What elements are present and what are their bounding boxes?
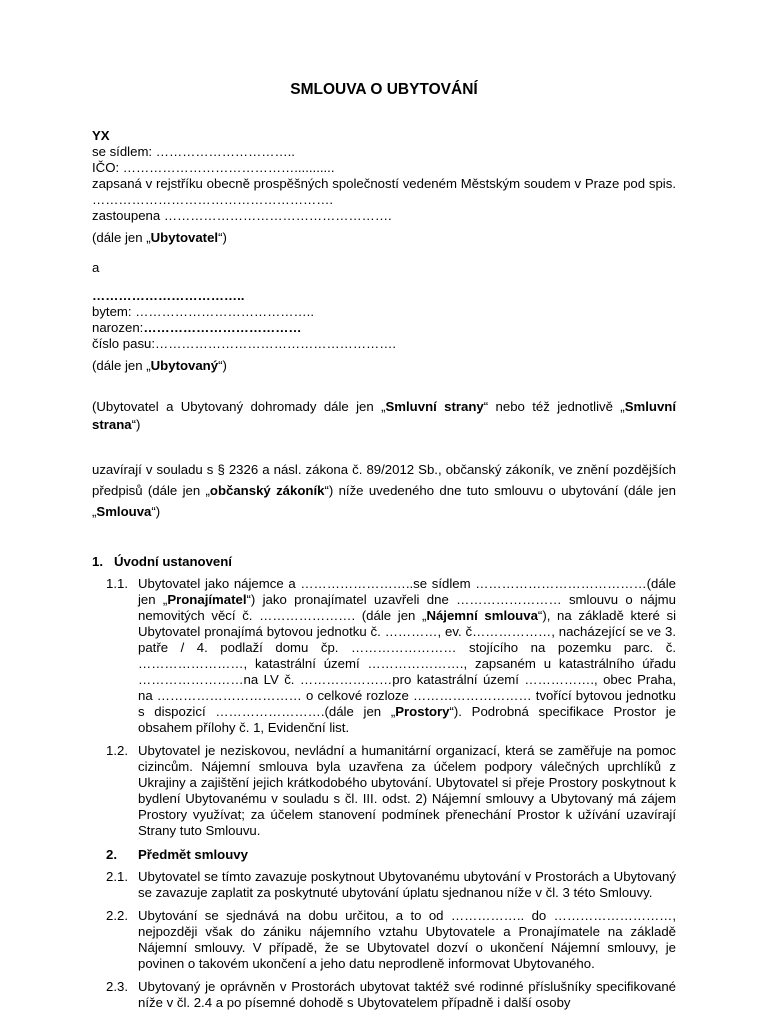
party1-alias: (dále jen „Ubytovatel“) [92,230,227,245]
clause-1-1: 1.1. Ubytovatel jako nájemce a ……………………..se sídlem …………………………………(dále jen „Pronajímatel“) jako pronajímatel uzavřeli dne …………………… smlouvu o nájmu nemovitých věcí č. …………………. (dále jen „Nájemní smlouva“), na základě které si Ubytovatel pronajímá bytovou jednotku č. …………, ev. č………………, nacházející se ve 3. patře / 4. podlaží domu čp. …………………… stojícího na pozemku parc. č. ……………………, katastrální území …………………., zapsaném u katastrálního úřadu ……………………na LV č. …………………pro katastrální území ……………., obec Praha, na …………………………… o celkové rozloze ……………………… tvořící bytovou jednotku s dispozicí …………………….(dále jen „Prostory“). Podrobná specifikace Prostor je obsahem přílohy č. 1, Evidenční list. [106,576,677,735]
party-ubytovatel [92,128,676,246]
clause-2-3: 2.3. Ubytovaný je oprávněn v Prostorách ubytovat taktéž své rodinné příslušníky specifikované níže v čl. 2.4 a po písemné dohodě s Ubytovatelem případně i další osoby [106,979,676,1010]
clause-2-2: 2.2. Ubytování se sjednává na dobu určitou, a to od …………….. do ………………………, nejpozději však do zániku nájemního vztahu Ubytovatele a Pronajímatele na základě Nájemní smlouvy. V případě, že se Ubytovatel dozví o ukončení Nájemní smlouvy, je povinen o takovém ukončení a jeho datu neprodleně informovat Ubytovaného. [106,908,676,971]
party2-passport: číslo pasu:………………………………………………. [92,336,397,351]
party1-register: zapsaná v rejstříku obecně prospěšných společností vedeném Městským soudem v Praze pod spis. ………………………………………………. [92,176,676,207]
party1-name: YX [92,128,110,143]
clause-1-2: 1.2. Ubytovatel je neziskovou, nevládní a humanitární organizací, která se zaměřuje na pomoc cizincům. Nájemní smlouva byla uzavřena za účelem podpory válečných uprchlíků z Ukrajiny a zajištění jejich krátkodobého ubytování. Ubytovatel si přeje Prostory poskytnout k bydlení Ubytovanému v souladu s čl. III. odst. 2) Nájemní smlouvy a Ubytovaný má zájem Prostory využívat; za účelem stanovení podmínek přenechání Prostor k užívání uzavírají Strany tuto Smlouvu. [106,743,676,838]
intro-paragraph: uzavírají v souladu s § 2326 a násl. zákona č. 89/2012 Sb., občanský zákoník, ve znění pozdějších předpisů (dále jen „občanský zákoník“) níže uvedeného dne tuto smlouvu o ubytování (dále jen „Smlouva“) [92,462,676,519]
parties-note: (Ubytovatel a Ubytovaný dohromady dále jen „Smluvní strany“ nebo též jednotlivě „Smluvní strana“) [92,399,676,432]
party2-name: …………………………….. [92,288,245,303]
party2-residence: bytem: ………………………………….. [92,304,315,319]
party1-represented: zastoupena ……………………………………………. [92,208,392,223]
document-page [92,72,676,1018]
party1-ico: IČO: …………………………………........... [92,160,335,175]
section-2-heading: 2. Předmět smlouvy [106,847,248,862]
clause-2-1: 2.1. Ubytovatel se tímto zavazuje poskytnout Ubytovanému ubytování v Prostorách a Ubytovaný se zavazuje zaplatit za poskytnuté ubytování úplatu sjednanou níže v čl. 3 této Smlouvy. [106,869,676,900]
party1-seat: se sídlem: ………………………….. [92,144,295,159]
and-connector: a [92,260,100,275]
party2-alias: (dále jen „Ubytovaný“) [92,358,227,373]
document-title: SMLOUVA O UBYTOVÁNÍ [290,81,478,98]
party2-born: narozen:……………………………… [92,320,302,335]
section-1-heading: 1. Úvodní ustanovení [92,554,232,569]
party-ubytovany [92,288,676,374]
